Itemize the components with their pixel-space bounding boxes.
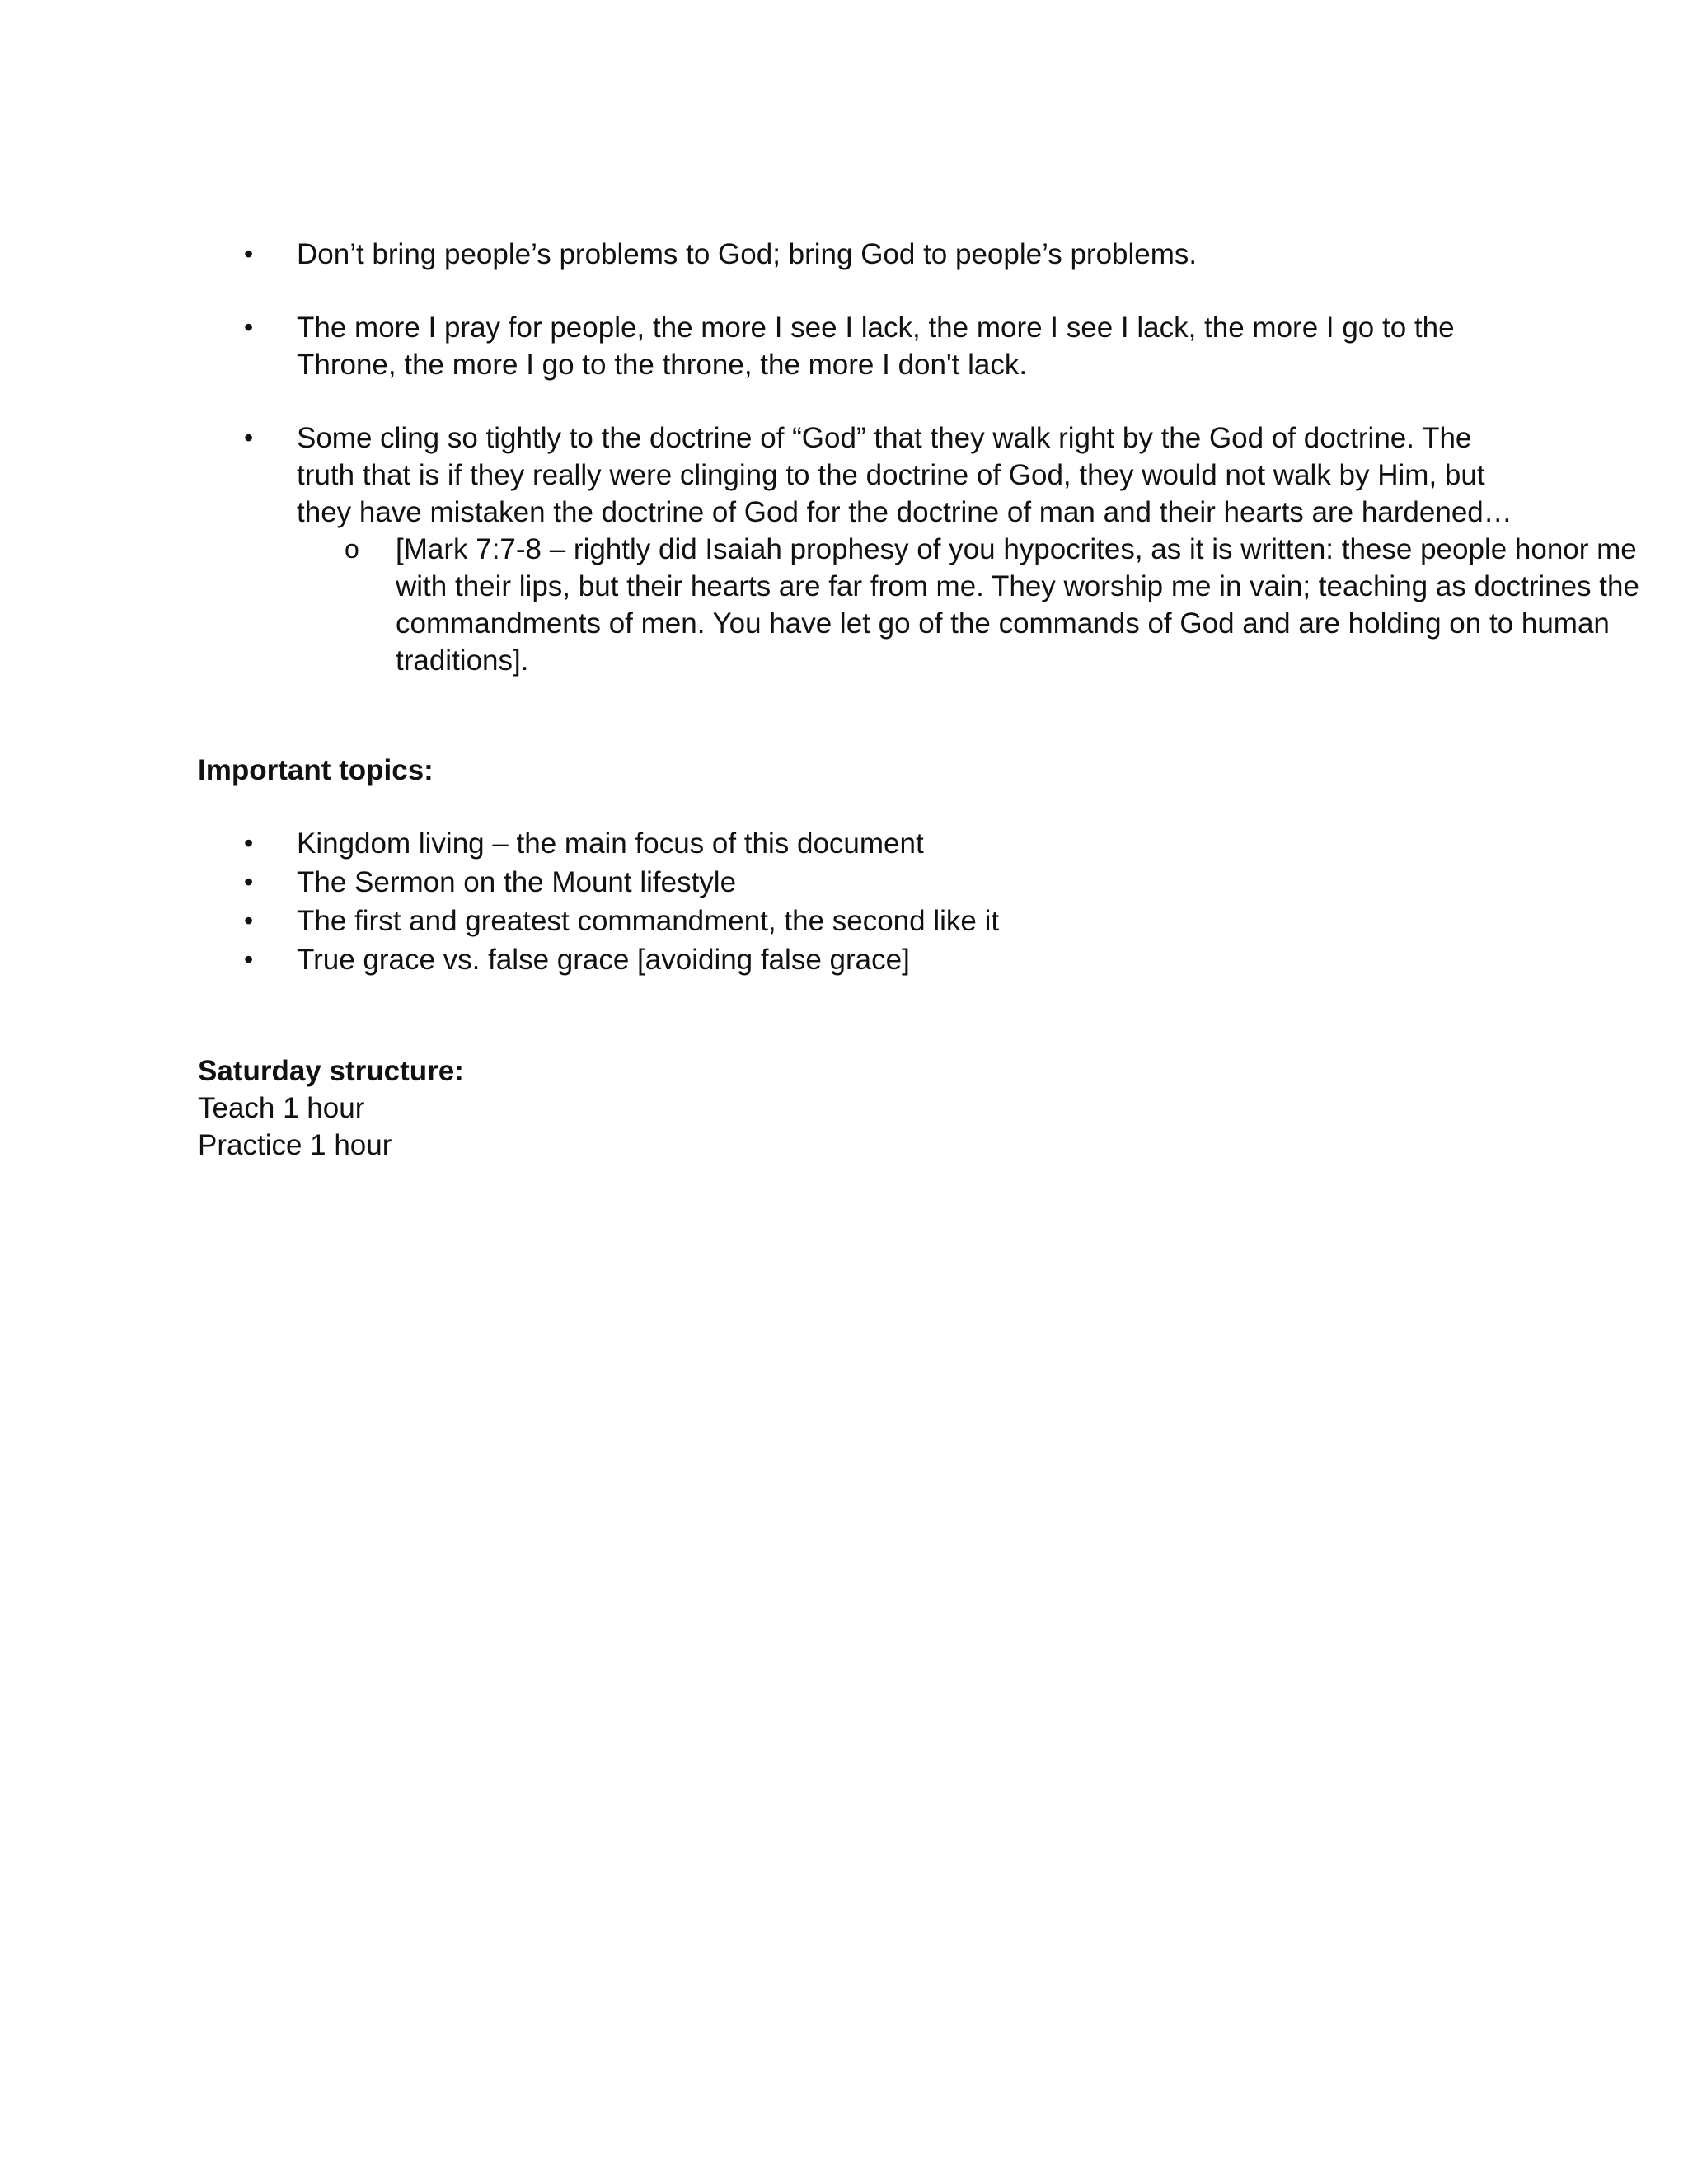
list-item	[198, 825, 1517, 862]
sub-list-item	[198, 531, 1681, 679]
circle-bullet-icon: o	[345, 534, 359, 564]
topics-bullet-list	[198, 825, 1517, 978]
topic-text: The first and greatest commandment, the second like it	[297, 905, 1000, 937]
bullet-icon: •	[244, 423, 254, 452]
bullet-icon: •	[244, 239, 254, 269]
list-item-text: Some cling so tightly to the doctrine of “God” that they walk right by the God of doctrine. The truth that is if they really were clinging to the doctrine of God, they would not walk by Him, but they have mistaken the doctrine of God for the doctrine of man and their hearts are hardened…	[297, 422, 1512, 528]
structure-line: Practice 1 hour	[198, 1129, 392, 1161]
list-item	[198, 236, 1517, 273]
list-item	[198, 902, 1517, 940]
structure-line: Teach 1 hour	[198, 1092, 365, 1124]
topic-text: Kingdom living – the main focus of this document	[297, 827, 924, 860]
list-item-text: The more I pray for people, the more I see I lack, the more I see I lack, the more I go to the Throne, the more I go to the throne, the more I don't lack.	[297, 312, 1455, 381]
scripture-sub-list	[297, 531, 1639, 679]
list-item	[198, 864, 1517, 901]
scripture-quote-text: [Mark 7:7-8 – rightly did Isaiah prophesy of you hypocrites, as it is written: these people honor me with their lips, but their hearts are far from me. They worship me in vain; teaching as doctrines the commandments of men. You have let go of the commands of God and are holding on to human traditions].	[396, 533, 1639, 677]
bullet-icon: •	[244, 944, 254, 974]
topic-text: True grace vs. false grace [avoiding false grace]	[297, 944, 910, 976]
bullet-icon: •	[244, 867, 254, 897]
topics-heading: Important topics:	[198, 754, 434, 786]
saturday-structure-heading: Saturday structure:	[198, 1055, 464, 1087]
bullet-icon: •	[244, 312, 254, 342]
document-content	[198, 236, 1639, 1164]
bullet-icon: •	[244, 828, 254, 858]
list-item	[198, 309, 1517, 383]
list-item-text: Don’t bring people’s problems to God; bring God to people’s problems.	[297, 238, 1198, 270]
list-item	[198, 941, 1517, 978]
bullet-icon: •	[244, 906, 254, 935]
notes-bullet-list	[198, 236, 1639, 679]
topic-text: The Sermon on the Mount lifestyle	[297, 866, 737, 898]
list-item	[198, 419, 1639, 679]
